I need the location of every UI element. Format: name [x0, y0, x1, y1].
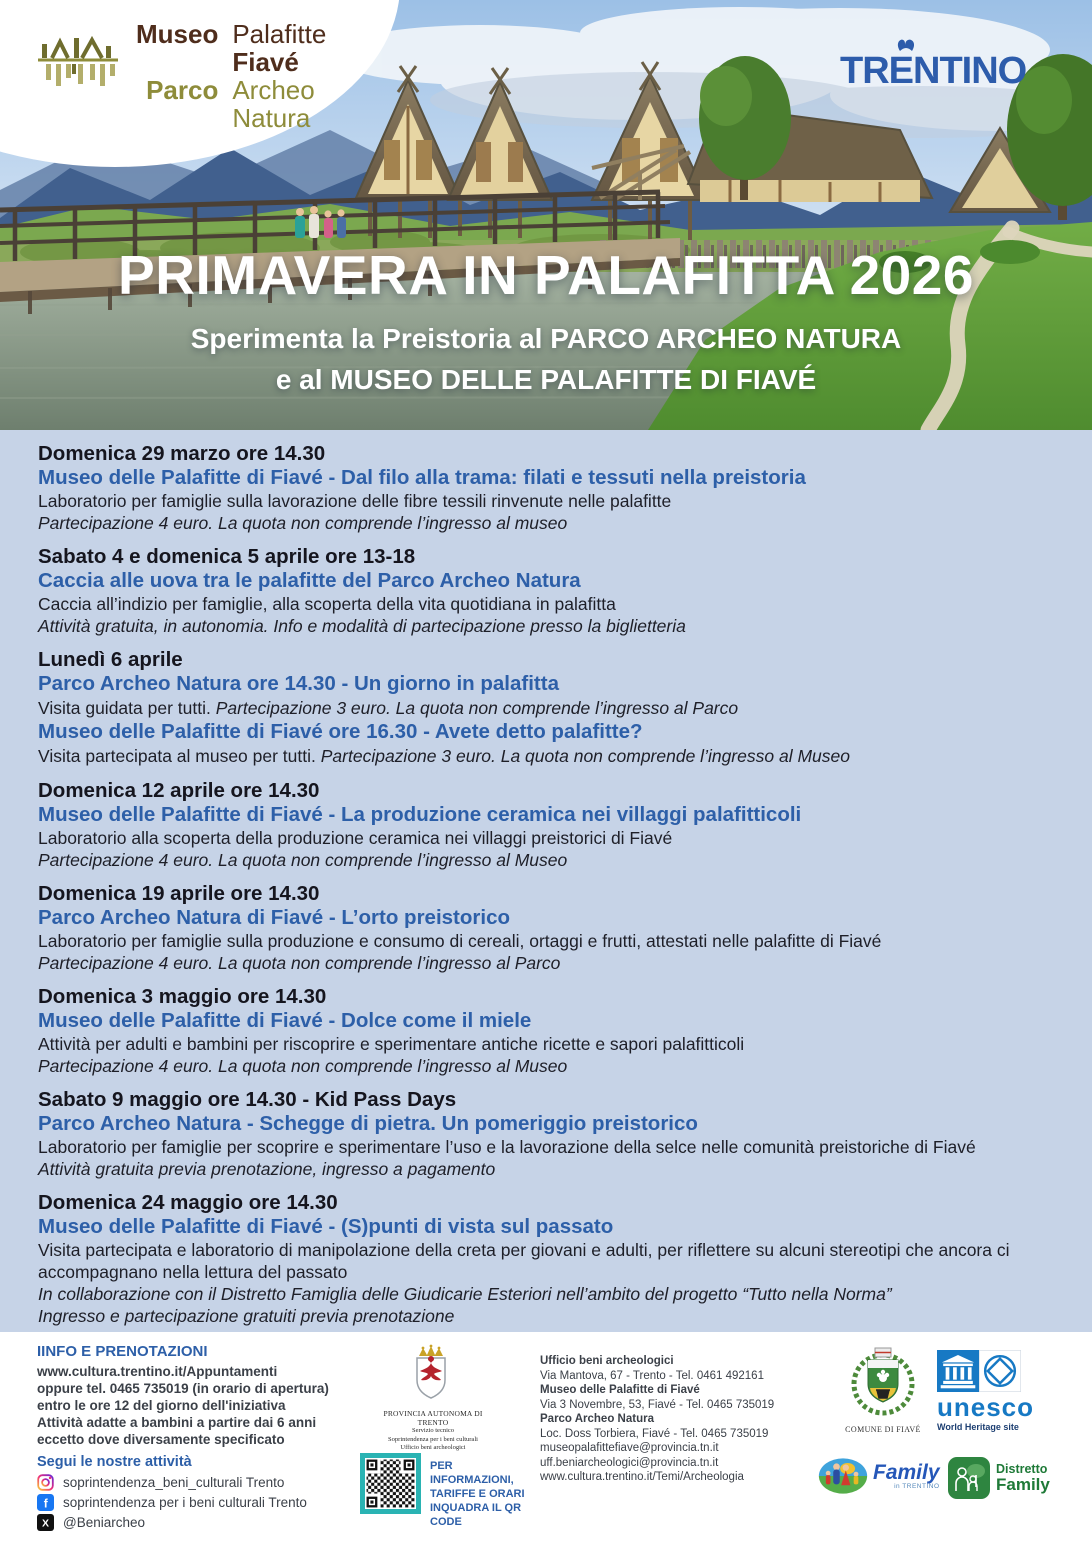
event-block — [38, 648, 1062, 768]
world-heritage-emblem-icon — [979, 1350, 1021, 1392]
social-row — [37, 1513, 347, 1532]
comune-di-fiave-logo — [843, 1346, 923, 1434]
brand-museo: Museo — [136, 19, 219, 49]
event-note: In collaborazione con il Distretto Famiglia delle Giudicarie Esteriori nell’ambito del progetto “Tutto nella Norma” — [38, 1284, 892, 1304]
contact-address: Via 3 Novembre, 53, Fiavé - Tel. 0465 735019 — [540, 1398, 775, 1411]
contacts — [540, 1354, 840, 1485]
comune-caption: COMUNE DI FIAVÉ — [845, 1425, 921, 1434]
event-description: Visita guidata per tutti. Partecipazione 3 euro. La quota non comprende l’ingresso al Parco — [38, 698, 739, 718]
event-description: Laboratorio alla scoperta della produzione ceramica nei villaggi preistorici di Fiavé — [38, 828, 673, 848]
comune-crest-icon — [850, 1346, 916, 1418]
event-note: Ingresso e partecipazione gratuiti previa prenotazione — [38, 1306, 455, 1326]
info-heading: IINFO E PRENOTAZIONI — [37, 1343, 208, 1360]
distretto-word1: Distretto — [996, 1462, 1048, 1476]
distretto-family-icon — [948, 1457, 990, 1499]
instagram-handle: soprintendenza_beni_culturali Trento — [63, 1475, 285, 1490]
info-line: oppure tel. 0465 735019 (in orario di apertura) — [37, 1381, 329, 1396]
event-title: Museo delle Palafitte di Fiavé - La produzione ceramica nei villaggi palafitticoli — [38, 803, 802, 826]
event-date: Lunedì 6 aprile — [38, 648, 183, 671]
event-title: Parco Archeo Natura ore 14.30 - Un giorno in palafitta — [38, 672, 559, 695]
info-line: eccetto dove diversamente specificato — [37, 1432, 285, 1447]
contact-address: Via Mantova, 67 - Trento - Tel. 0461 492161 — [540, 1369, 764, 1382]
event-title: Museo delle Palafitte di Fiavé - Dolce come il miele — [38, 1009, 532, 1032]
event-note: Partecipazione 4 euro. La quota non comprende l’ingresso al Parco — [38, 953, 561, 973]
event-note: Attività gratuita previa prenotazione, ingresso a pagamento — [38, 1159, 496, 1179]
unesco-subtitle: World Heritage site — [937, 1422, 1019, 1432]
event-title: Museo delle Palafitte di Fiavé - Dal filo alla trama: filati e tessuti nella preistoria — [38, 466, 806, 489]
qr-pattern — [365, 1458, 416, 1509]
info-line: www.cultura.trentino.it/Appuntamenti — [37, 1364, 278, 1379]
brand-natura: Natura — [232, 103, 311, 133]
event-date: Domenica 12 aprile ore 14.30 — [38, 779, 320, 802]
info-line: entro le ore 12 del giorno dell'iniziativa — [37, 1398, 286, 1413]
page-title: PRIMAVERA IN PALAFITTA 2026 — [118, 244, 974, 306]
event-block — [38, 545, 1062, 637]
event-note: Partecipazione 4 euro. La quota non comprende l’ingresso al museo — [38, 513, 568, 533]
event-description: Attività per adulti e bambini per riscoprire e sperimentare antiche ricette e sapori palafitticoli — [38, 1034, 745, 1054]
pat-line4: Ufficio beni archeologici — [400, 1444, 466, 1451]
unesco-temple-icon — [937, 1350, 979, 1392]
event-date: Domenica 29 marzo ore 14.30 — [38, 442, 326, 465]
brand-fiave: Fiavé — [232, 47, 299, 77]
event-description: Caccia all’indizio per famiglie, alla scoperta della vita quotidiana in palafitta — [38, 594, 616, 614]
event-date: Domenica 3 maggio ore 14.30 — [38, 985, 327, 1008]
header-photo — [0, 0, 1092, 430]
palafitte-icon — [34, 20, 122, 108]
brand-archeo: Archeo — [232, 75, 315, 105]
event-description: Visita partecipata e laboratorio di manipolazione della creta per giovani e adulti, per riflettere su alcuni stereotipi che ancora ci accompagnano nella lettura del passato — [38, 1240, 1010, 1282]
event-block — [38, 779, 1062, 871]
contact-email: uff.beniarcheologici@provincia.tn.it — [540, 1456, 719, 1469]
event-description: Laboratorio per famiglie sulla lavorazione delle fibre tessili rinvenute nelle palafitte — [38, 491, 672, 511]
follow-heading: Segui le nostre attività — [37, 1454, 192, 1470]
event-block — [38, 1088, 1062, 1180]
facebook-icon — [37, 1494, 54, 1511]
brand-wordmark — [136, 20, 326, 132]
event-block — [38, 882, 1062, 974]
info-line: Attività adatte a bambini a partire dai 6 anni — [37, 1415, 317, 1430]
subtitle-line1: Sperimenta la Preistoria al PARCO ARCHEO NATURA — [190, 323, 902, 354]
qr-code — [360, 1453, 421, 1514]
event-title: Museo delle Palafitte di Fiavé ore 16.30 - Avete detto palafitte? — [38, 720, 643, 743]
trentino-logo — [840, 34, 1040, 94]
brand-palafitte: Palafitte — [232, 19, 327, 49]
x-handle: @Beniarcheo — [63, 1515, 146, 1530]
instagram-icon — [37, 1474, 54, 1491]
social-row — [37, 1493, 347, 1512]
footer — [0, 1332, 1092, 1544]
event-block — [38, 442, 1062, 534]
family-in-trentino-logo — [817, 1454, 940, 1498]
event-note: Attività gratuita, in autonomia. Info e modalità di partecipazione presso la biglietteria — [38, 616, 686, 636]
trentino-wordmark: TRENTINO — [840, 50, 1027, 92]
contact-url: www.cultura.trentino.it/Temi/Archeologia — [540, 1471, 744, 1483]
event-list — [0, 430, 1092, 1332]
event-date: Domenica 19 aprile ore 14.30 — [38, 882, 320, 905]
event-description: Laboratorio per famiglie per scoprire e sperimentare l’uso e la lavorazione della selce nelle comunità preistoriche di Fiavé — [38, 1137, 976, 1157]
event-note: Partecipazione 4 euro. La quota non comprende l’ingresso al Museo — [38, 850, 568, 870]
social-row — [37, 1473, 347, 1492]
facebook-handle: soprintendenza per i beni culturali Trento — [63, 1495, 307, 1510]
brand-parco: Parco — [146, 75, 219, 105]
event-title: Parco Archeo Natura - Schegge di pietra. Un pomeriggio preistorico — [38, 1112, 698, 1135]
event-block — [38, 985, 1062, 1077]
family-wordmark: Family — [873, 1460, 940, 1484]
contact-address: Loc. Doss Torbiera, Fiavé - Tel. 0465 735019 — [540, 1427, 769, 1440]
event-date: Sabato 9 maggio ore 14.30 - Kid Pass Days — [38, 1088, 457, 1111]
poster-titles — [0, 243, 1092, 396]
contact-name: Ufficio beni archeologici — [540, 1355, 674, 1367]
qr-caption: PER INFORMAZIONI, TARIFFE E ORARI INQUADRA IL QR CODE — [430, 1460, 525, 1528]
contact-name: Museo delle Palafitte di Fiavé — [540, 1384, 700, 1396]
pat-crest-icon — [411, 1344, 455, 1402]
family-oval-icon — [817, 1454, 869, 1498]
pat-line2: Servizio tecnico — [411, 1427, 455, 1434]
contact-name: Parco Archeo Natura — [540, 1413, 654, 1425]
event-description: Visita partecipata al museo per tutti. Partecipazione 3 euro. La quota non comprende l’ingresso al Museo — [38, 746, 850, 766]
event-title: Parco Archeo Natura di Fiavé - L’orto preistorico — [38, 906, 510, 929]
event-date: Sabato 4 e domenica 5 aprile ore 13-18 — [38, 545, 416, 568]
pat-line3: Soprintendenza per i beni culturali — [388, 1435, 478, 1443]
family-subtitle: in TRENTINO — [894, 1482, 940, 1490]
x-icon — [37, 1514, 54, 1531]
unesco-logo — [937, 1350, 1041, 1432]
event-title: Museo delle Palafitte di Fiavé - (S)punti di vista sul passato — [38, 1215, 614, 1238]
event-title: Caccia alle uova tra le palafitte del Parco Archeo Natura — [38, 569, 581, 592]
event-note: Partecipazione 4 euro. La quota non comprende l’ingresso al Museo — [38, 1056, 568, 1076]
provincia-autonoma-trento-logo — [378, 1344, 488, 1453]
distretto-word2: Family — [996, 1475, 1050, 1494]
museo-parco-brand-logo — [34, 20, 326, 132]
pat-line1: PROVINCIA AUTONOMA DI TRENTO — [383, 1409, 483, 1427]
subtitle-line2: e al MUSEO DELLE PALAFITTE DI FIAVÉ — [275, 364, 817, 395]
contact-email: museopalafittefiave@provincia.tn.it — [540, 1442, 719, 1454]
unesco-wordmark: unesco — [937, 1392, 1035, 1422]
event-date: Domenica 24 maggio ore 14.30 — [38, 1191, 338, 1214]
svg-text:f: f — [43, 1496, 48, 1511]
info-prenotazioni — [37, 1343, 347, 1532]
event-description: Laboratorio per famiglie sulla produzione e consumo di cereali, ortaggi e frutti, attestati nelle palafitte di Fiavé — [38, 931, 882, 951]
svg-text:X: X — [41, 1517, 50, 1530]
distretto-family-logo — [948, 1457, 1050, 1499]
event-block — [38, 1191, 1062, 1327]
